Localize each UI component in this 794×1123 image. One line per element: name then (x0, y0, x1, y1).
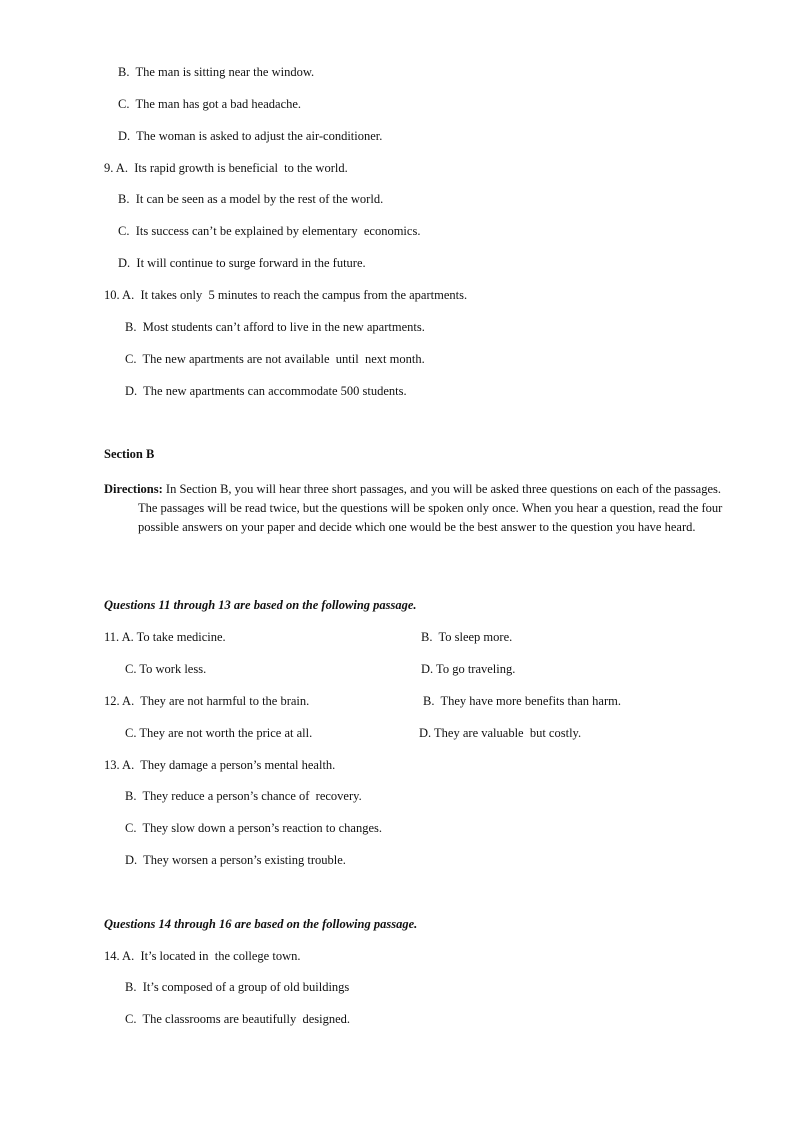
passage-heading: Questions 11 through 13 are based on the following passage. (104, 598, 417, 612)
q11-option-c: C. To work less. (125, 662, 207, 676)
directions-block (104, 480, 724, 537)
q9-option-a: 9. A. Its rapid growth is beneficial to the world. (104, 161, 348, 175)
q12-option-a: 12. A. They are not harmful to the brain. (104, 694, 310, 708)
q11-option-a: 11. A. To take medicine. (104, 630, 226, 644)
q10-option-c: C. The new apartments are not available until next month. (125, 352, 425, 366)
q12-option-c: C. They are not worth the price at all. (125, 726, 313, 740)
directions-text: In Section B, you will hear three short passages, and you will be asked three questions on each of the passages. The passages will be read twice, but the questions will be spoken only once. When you hear a question, read the four possible answers on your paper and decide which one would be the best answer to the question you have heard. (138, 482, 723, 534)
q12-option-b: B. They have more benefits than harm. (423, 694, 621, 708)
q9-option-c: C. Its success can’t be explained by elementary economics. (118, 224, 421, 238)
q8-option-c: C. The man has got a bad headache. (118, 97, 302, 111)
q13-option-c: C. They slow down a person’s reaction to changes. (125, 821, 383, 835)
section-title: Section B (104, 447, 155, 461)
q14-option-c: C. The classrooms are beautifully designed. (125, 1012, 351, 1026)
q9-option-b: B. It can be seen as a model by the rest of the world. (118, 192, 384, 206)
q13-option-a: 13. A. They damage a person’s mental health. (104, 758, 336, 772)
directions-label: Directions: (104, 482, 163, 496)
q11-option-d: D. To go traveling. (421, 662, 516, 676)
q14-option-a: 14. A. It’s located in the college town. (104, 949, 301, 963)
q12-option-d: D. They are valuable but costly. (419, 726, 582, 740)
q11-option-b: B. To sleep more. (421, 630, 513, 644)
q13-option-b: B. They reduce a person’s chance of recovery. (125, 789, 362, 803)
q9-option-d: D. It will continue to surge forward in the future. (118, 256, 366, 270)
passage-heading: Questions 14 through 16 are based on the following passage. (104, 917, 418, 931)
q10-option-d: D. The new apartments can accommodate 500 students. (125, 384, 407, 398)
q10-option-b: B. Most students can’t afford to live in the new apartments. (125, 320, 425, 334)
q13-option-d: D. They worsen a person’s existing trouble. (125, 853, 346, 867)
q10-option-a: 10. A. It takes only 5 minutes to reach the campus from the apartments. (104, 288, 468, 302)
q8-option-d: D. The woman is asked to adjust the air-conditioner. (118, 129, 383, 143)
q8-option-b: B. The man is sitting near the window. (118, 65, 315, 79)
q14-option-b: B. It’s composed of a group of old buildings (125, 980, 350, 994)
